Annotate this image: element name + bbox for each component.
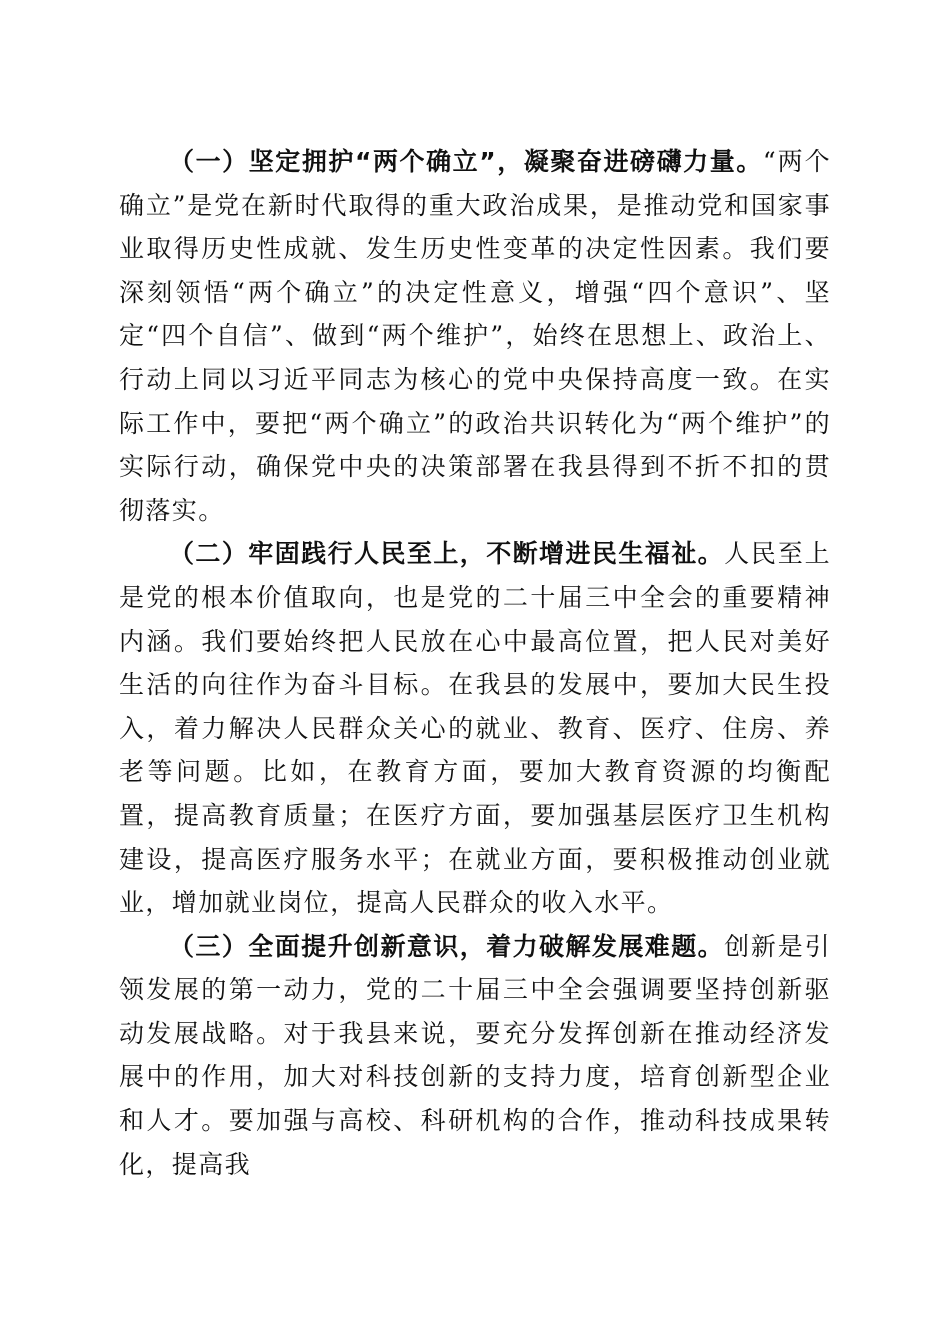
paragraph-3 [119,925,831,1187]
document-body [119,140,831,1186]
paragraph-2 [119,532,831,924]
paragraph-3-text: 创新是引领发展的第一动力，党的二十届三中全会强调要坚持创新驱动发展战略。对于我县来说，要充分发挥创新在推动经济发展中的作用，加大对科技创新的支持力度，培育创新型企业和人才。要加强与高校、科研机构的合作，推动科技成果转化，提高我 [119,931,831,1179]
paragraph-2-text: 人民至上是党的根本价值取向，也是党的二十届三中全会的重要精神内涵。我们要始终把人民放在心中最高位置，把人民对美好生活的向往作为奋斗目标。在我县的发展中，要加大民生投入，着力解决人民群众关心的就业、教育、医疗、住房、养老等问题。比如，在教育方面，要加大教育资源的均衡配置，提高教育质量；在医疗方面，要加强基层医疗卫生机构建设，提高医疗服务水平；在就业方面，要积极推动创业就业，增加就业岗位，提高人民群众的收入水平。 [119,539,831,918]
paragraph-1-heading: （一）坚定拥护“两个确立”，凝聚奋进磅礴力量。 [169,147,763,176]
paragraph-2-heading: （二）牢固践行人民至上，不断增进民生福祉。 [169,539,725,569]
paragraph-3-heading: （三）全面提升创新意识，着力破解发展难题。 [169,931,725,961]
paragraph-1 [119,140,831,532]
paragraph-1-text: “两个确立”是党在新时代取得的重大政治成果，是推动党和国家事业取得历史性成就、发生历史性变革的决定性因素。我们要深刻领悟“两个确立”的决定性意义，增强“四个意识”、坚定“四个自信”、做到“两个维护”，始终在思想上、政治上、行动上同以习近平同志为核心的党中央保持高度一致。在实际工作中，要把“两个确立”的政治共识转化为“两个维护”的实际行动，确保党中央的决策部署在我县得到不折不扣的贯彻落实。 [119,147,831,525]
